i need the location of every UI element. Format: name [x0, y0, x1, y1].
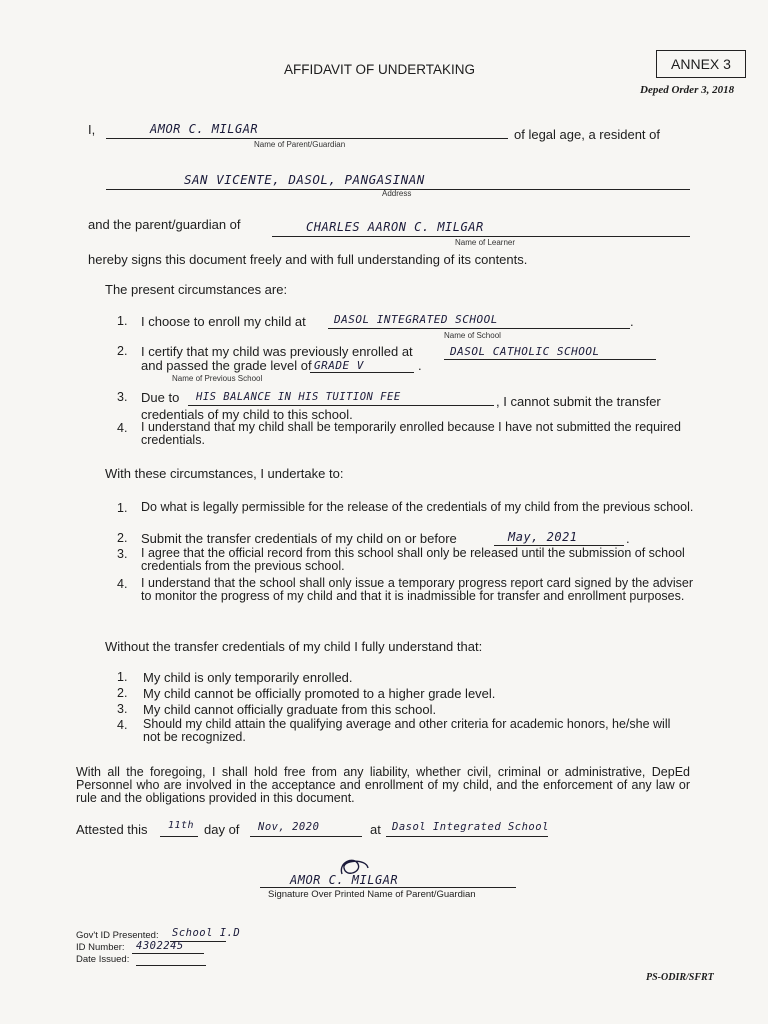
grade-line [310, 372, 414, 373]
learner-name: CHARLES AARON C. MILGAR [306, 220, 484, 234]
foregoing-paragraph: With all the foregoing, I shall hold free from any liability, whether civil, criminal or administrative, DepEd Personnel who are involved in the acceptance and enrollment of my child, and the enforcement of any law or rule and the obligations provided in this document. [76, 765, 690, 805]
id-number-value: 4302245 [136, 940, 184, 952]
grade-level: GRADE V [314, 359, 364, 372]
parent-caption: Name of Parent/Guardian [254, 140, 346, 149]
reason-line [188, 405, 494, 406]
without-2-text: My child cannot be officially promoted to a higher grade level. [143, 686, 496, 701]
date-issued-label: Date Issued: [76, 954, 130, 965]
signatory-name: AMOR C. MILGAR [290, 873, 399, 887]
address-caption: Address [382, 189, 412, 198]
learner-caption: Name of Learner [455, 238, 516, 247]
undertake-3-num: 3. [117, 547, 128, 561]
parent-name-line [106, 138, 508, 139]
circ-1-num: 1. [117, 314, 128, 328]
legal-age-text: of legal age, a resident of [514, 127, 660, 142]
attested-day: 11th [168, 820, 195, 831]
undertake-1-num: 1. [117, 501, 128, 515]
circ-1-end: . [630, 314, 634, 329]
intro-i: I, [88, 122, 96, 137]
signature-caption: Signature Over Printed Name of Parent/Guardian [268, 889, 476, 900]
circ-2-text: I certify that my child was previously enrolled at [141, 344, 413, 359]
attested-place: Dasol Integrated School [392, 821, 549, 833]
deadline: May, 2021 [508, 530, 578, 544]
day-of-label: day of [204, 822, 240, 837]
parent-of-text: and the parent/guardian of [88, 217, 241, 232]
at-label: at [370, 822, 381, 837]
attested-label: Attested this [76, 822, 148, 837]
deadline-end: . [626, 531, 630, 546]
prev-school-caption: Name of Previous School [172, 374, 263, 383]
parent-name: AMOR C. MILGAR [150, 122, 259, 136]
day-line [160, 836, 198, 837]
id-number-line [132, 953, 204, 954]
circ-3-num: 3. [117, 390, 128, 404]
school-name: DASOL INTEGRATED SCHOOL [334, 313, 498, 326]
gov-id-label: Gov't ID Presented: [76, 930, 159, 941]
date-issued-line [136, 965, 206, 966]
prev-school-line [444, 359, 656, 360]
circ-4-num: 4. [117, 421, 128, 435]
undertake-2-num: 2. [117, 531, 128, 545]
annex-box: ANNEX 3 [656, 50, 746, 78]
without-2-num: 2. [117, 686, 128, 700]
place-line [386, 836, 548, 837]
circumstances-heading: The present circumstances are: [105, 282, 288, 297]
prev-school: DASOL CATHOLIC SCHOOL [450, 345, 600, 358]
without-4-num: 4. [117, 718, 128, 732]
circ-2-num: 2. [117, 344, 128, 358]
circ-3-post: , I cannot submit the transfer [496, 394, 661, 409]
id-number-label: ID Number: [76, 942, 125, 953]
footer-code: PS-ODIR/SFRT [646, 972, 714, 983]
signature-line [260, 887, 516, 888]
without-1-num: 1. [117, 670, 128, 684]
gov-id-value: School I.D [172, 927, 241, 939]
circ-2-line2: and passed the grade level of [141, 358, 312, 373]
circ-2-end: . [418, 358, 422, 373]
circ-3-pre: Due to [141, 390, 180, 405]
attested-month: Nov, 2020 [258, 821, 320, 833]
circ-4-text: I understand that my child shall be temporarily enrolled because I have not submitted the required credentials. [141, 420, 681, 447]
undertake-2-text: Submit the transfer credentials of my child on or before [141, 531, 457, 546]
undertake-4-num: 4. [117, 577, 128, 591]
without-4-text: Should my child attain the qualifying average and other criteria for academic honors, he/she will not be recognized. [143, 717, 671, 744]
without-1-text: My child is only temporarily enrolled. [143, 670, 353, 685]
undertake-3-text: I agree that the official record from this school shall only be released until the submission of school credentials from the previous school. [141, 546, 685, 573]
without-heading: Without the transfer credentials of my child I fully understand that: [105, 639, 483, 654]
address: SAN VICENTE, DASOL, PANGASINAN [184, 172, 425, 187]
without-3-num: 3. [117, 702, 128, 716]
circ-1-text: I choose to enroll my child at [141, 314, 306, 329]
learner-line [272, 236, 690, 237]
undertake-4-text: I understand that the school shall only issue a temporary progress report card signed by the adviser to monitor the progress of my child and that it is inadmissible for transfer and enrollment purposes. [141, 576, 693, 603]
school-caption: Name of School [444, 331, 501, 340]
document-title: AFFIDAVIT OF UNDERTAKING [284, 62, 476, 77]
undertake-heading: With these circumstances, I undertake to: [105, 466, 344, 481]
deped-order: Deped Order 3, 2018 [640, 84, 735, 96]
circ-3-line2: credentials of my child to this school. [141, 407, 353, 422]
undertake-1-text: Do what is legally permissible for the release of the credentials of my child from the previous school. [141, 500, 694, 514]
school-line [328, 328, 630, 329]
reason: HIS BALANCE IN HIS TUITION FEE [196, 391, 401, 403]
month-line [250, 836, 362, 837]
without-3-text: My child cannot officially graduate from this school. [143, 702, 437, 717]
hereby-text: hereby signs this document freely and with full understanding of its contents. [88, 252, 528, 267]
